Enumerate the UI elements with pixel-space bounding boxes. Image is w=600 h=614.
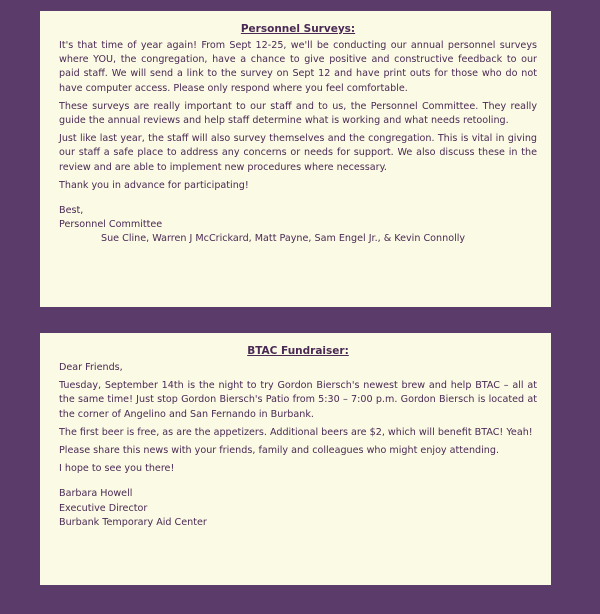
surveys-closing: Best, xyxy=(59,205,84,217)
btac-greeting: Dear Friends, xyxy=(59,362,123,373)
surveys-paragraph-1: It's that time of year again! From Sept 12-25, we'll be conducting our annual personnel surveys where YOU, the congregation, have a chance to give positive and constructive feedback to our paid staff. We will send a link to the survey on Sept 12 and have print outs for those who do not have computer access. Please only respond where you feel comfortable. xyxy=(59,40,537,94)
btac-fundraiser-card xyxy=(40,333,551,585)
btac-signature-name: Barbara Howell xyxy=(59,488,133,500)
surveys-paragraph-3: Just like last year, the staff will also survey themselves and the congregation. This is vital in giving our staff a safe place to address any concerns or needs for support. We also discuss these in the review and are able to implement new procedures where necessary. xyxy=(59,133,537,173)
btac-paragraph-2: The first beer is free, as are the appetizers. Additional beers are $2, which will benefit BTAC! Yeah! xyxy=(59,426,533,438)
surveys-signature: Personnel Committee xyxy=(59,219,163,231)
btac-paragraph-4: I hope to see you there! xyxy=(59,463,175,475)
personnel-surveys-title: Personnel Surveys: xyxy=(240,23,356,35)
btac-fundraiser-title: BTAC Fundraiser: xyxy=(247,345,349,357)
personnel-surveys-card xyxy=(40,11,551,307)
surveys-committee-members: Sue Cline, Warren J McCrickard, Matt Payne, Sam Engel Jr., & Kevin Connolly xyxy=(101,233,466,245)
btac-paragraph-1: Tuesday, September 14th is the night to try Gordon Biersch's newest brew and help BTAC – all at the same time! Just stop Gordon Biersch's Patio from 5:30 – 7:00 p.m. Gordon Biersch is located at the corner of Angelino and San Fernando in Burbank. xyxy=(59,380,537,420)
btac-paragraph-3: Please share this news with your friends, family and colleagues who might enjoy attending. xyxy=(59,445,500,457)
surveys-paragraph-4: Thank you in advance for participating! xyxy=(59,179,249,191)
btac-signature-role: Executive Director xyxy=(59,502,148,514)
surveys-paragraph-2: These surveys are really important to our staff and to us, the Personnel Committee. They really guide the annual reviews and help staff determine what is working and what needs retooling. xyxy=(59,100,537,127)
btac-signature-org: Burbank Temporary Aid Center xyxy=(59,516,207,528)
